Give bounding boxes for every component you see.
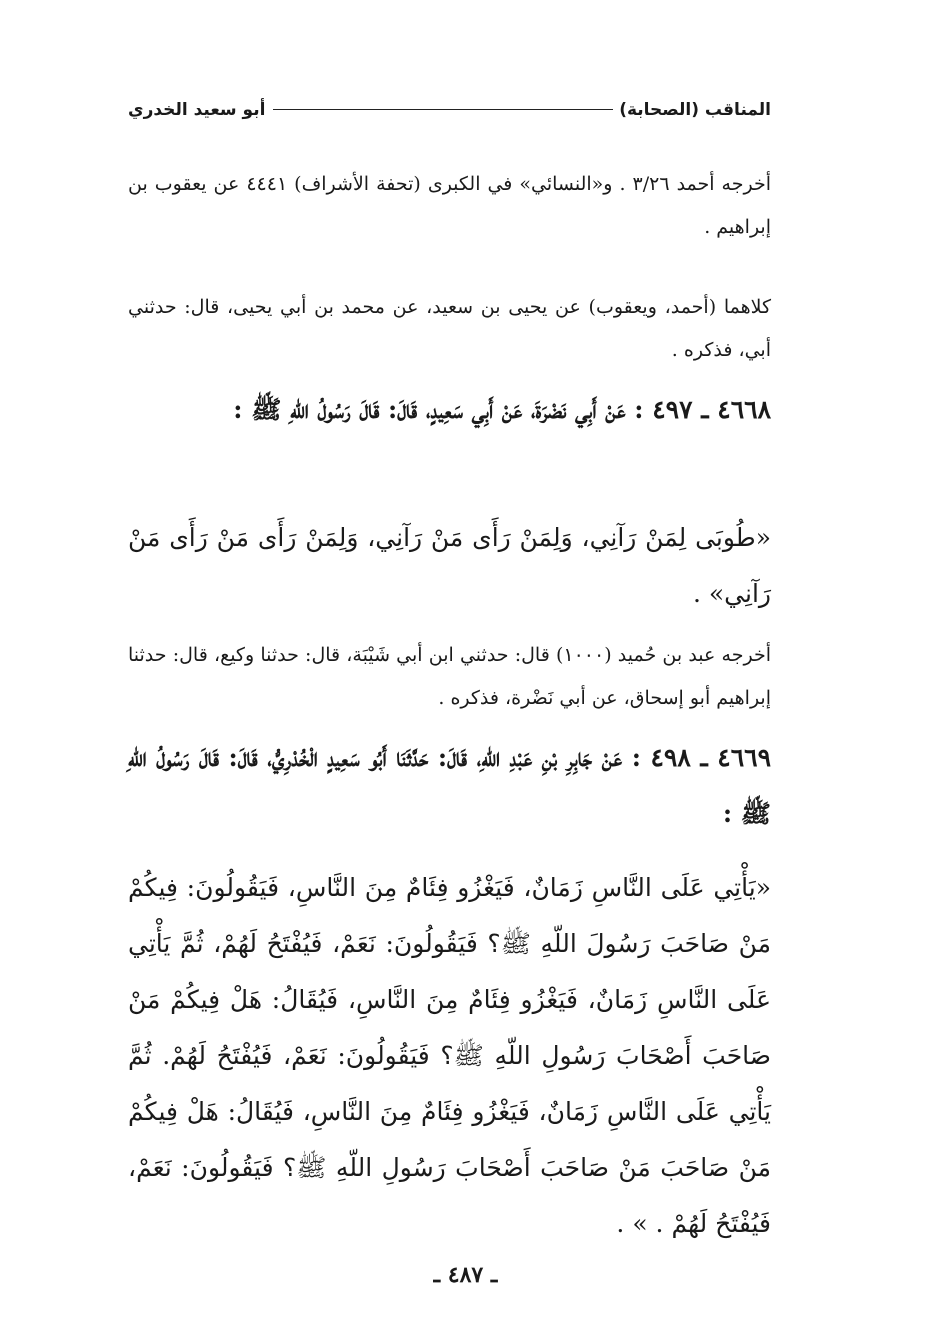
running-header [128, 100, 771, 130]
hadith-4669-text: «يَأْتِي عَلَى النَّاسِ زَمَانٌ، فَيَغْزُو فِئَامٌ مِنَ النَّاسِ، فَيَقُولُونَ: فِيكُمْ مَنْ صَاحَبَ رَسُولَ اللّهِ ﷺ؟ فَيَقُولُونَ: نَعَمْ، فَيُفْتَحُ لَهُمْ، ثُمَّ يَأْتِي عَلَى النَّاسِ زَمَانٌ، فَيَغْزُو فِئَامٌ مِنَ النَّاسِ، فَيُقَالُ: هَلْ فِيكُمْ مَنْ صَاحَبَ أَصْحَابَ رَسُولِ اللّهِ ﷺ؟ فَيَقُولُونَ: نَعَمْ، فَيُفْتَحُ لَهُمْ. ثُمَّ يَأْتِي عَلَى النَّاسِ زَمَانٌ، فَيَغْزُو فِئَامٌ مِنَ النَّاسِ، فَيُقَالُ: هَلْ فِيكُمْ مَنْ صَاحَبَ مَنْ صَاحَبَ أَصْحَابَ رَسُولِ اللّهِ ﷺ؟ فَيَقُولُونَ: نَعَمْ، فَيُفْتَحُ لَهُمْ . » . [128, 873, 771, 1238]
header-section-title: المناقب (الصحابة) [619, 100, 771, 120]
header-companion-name: أبو سعيد الخدري [128, 100, 266, 120]
page-number: ـ ٤٨٧ ـ [433, 1262, 498, 1288]
hadith-4669-heading: ٤٦٦٩ ـ ٤٩٨ : عَنْ جَابِرِ بْنِ عَبْدِ اللّهِ، قَالَ: حَدَّثَنَا أَبُو سَعِيدٍ الْخُدْرِيُّ، قَالَ: قَالَ رَسُولُ اللّهِ ﷺ : [128, 743, 771, 828]
footnote-3: أخرجه عبد بن حُميد (١٠٠٠) قال: حدثني ابن أبي شَيْبَة، قال: حدثنا وكيع، قال: حدثنا إبراهيم أبو إسحاق، عن أبي نَضْرة، فذكره . [128, 644, 771, 709]
header-rule [273, 109, 613, 110]
hadith-4668-text: «طُوبَى لِمَنْ رَآنِي، وَلِمَنْ رَأَى مَنْ رَآنِي، وَلِمَنْ رَأَى مَنْ رَأَى مَنْ رَآنِي» . [128, 523, 771, 608]
hadith-4668-heading: ٤٦٦٨ ـ ٤٩٧ : عَنْ أَبِي نَضْرَةَ، عَنْ أَبِي سَعِيدٍ، قَالَ: قَالَ رَسُولُ اللّهِ ﷺ : [233, 395, 771, 424]
footnote-2: كلاهما (أحمد، ويعقوب) عن يحيى بن سعيد، عن محمد بن أبي يحيى، قال: حدثني أبي، فذكره . [128, 296, 771, 361]
footnote-1: أخرجه أحمد ٣/٢٦ . و«النسائي» في الكبرى (تحفة الأشراف) ٤٤٤١ عن يعقوب بن إبراهيم . [128, 173, 771, 238]
